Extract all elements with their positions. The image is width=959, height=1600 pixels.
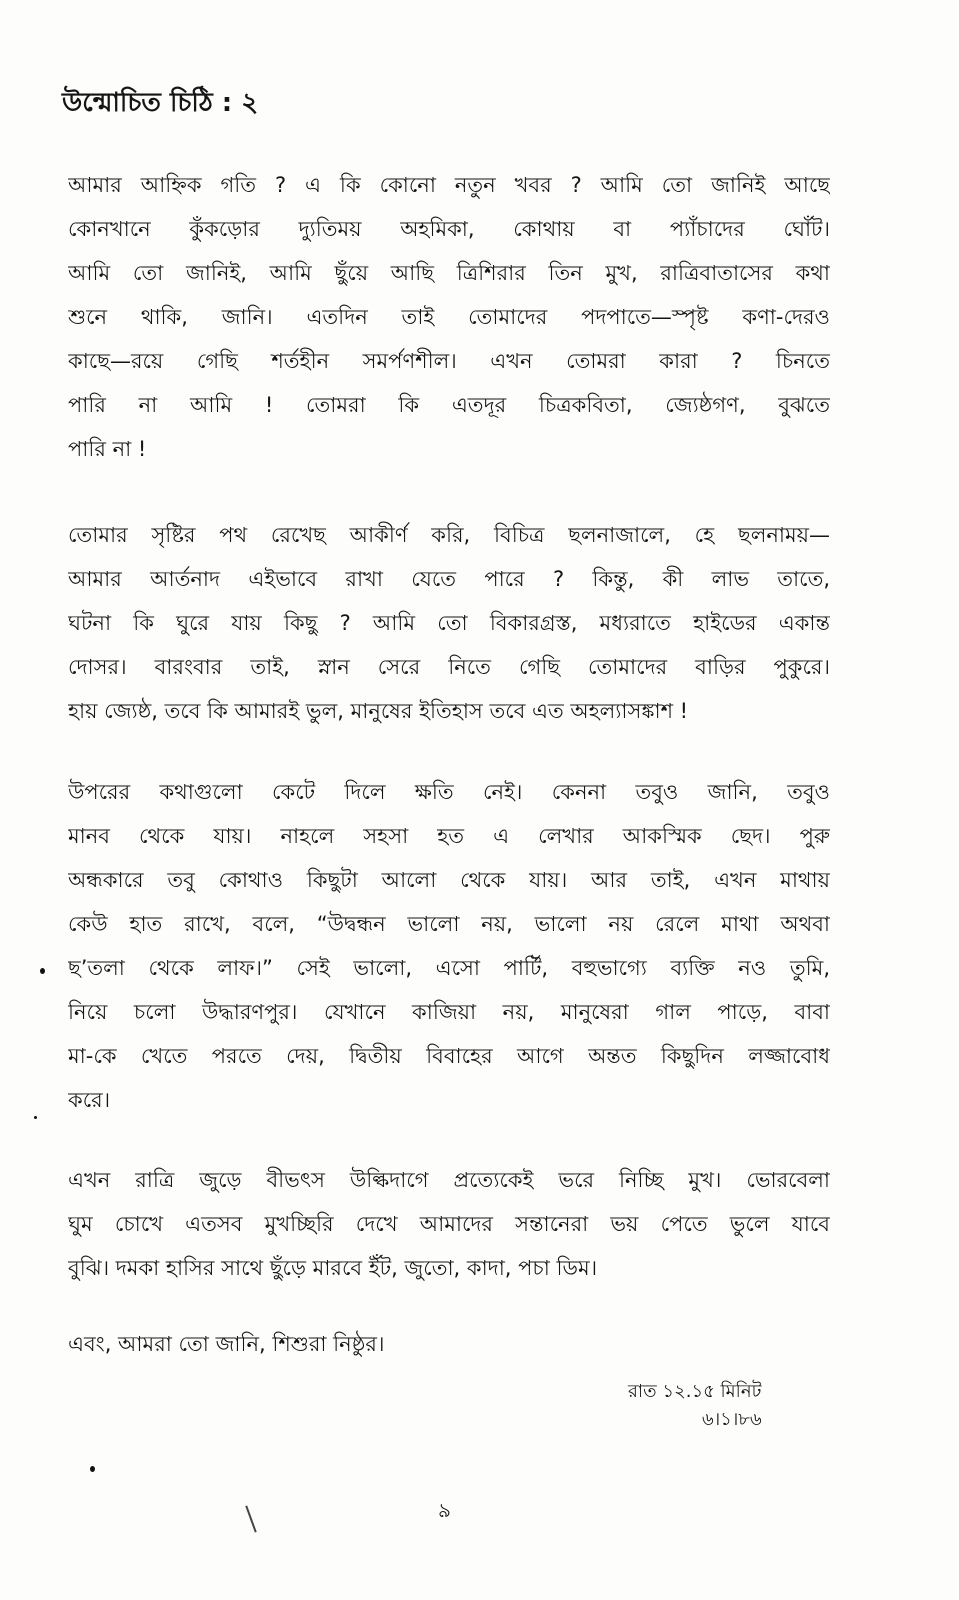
paragraph [68, 770, 830, 1122]
text-line: মানব থেকে যায়। নাহলে সহসা হত এ লেখার আকস্মিক ছেদ। পুরু [68, 824, 830, 848]
scan-speck [34, 1116, 37, 1119]
text-line: নিয়ে চলো উদ্ধারণপুর। যেখানে কাজিয়া নয়, মানুষেরা গাল পাড়ে, বাবা [68, 1000, 830, 1024]
text-line: ঘটনা কি ঘুরে যায় কিছু ? আমি তো বিকারগ্রস্ত, মধ্যরাতে হাইডের একান্ত [68, 611, 830, 635]
paragraph [68, 1322, 830, 1366]
scan-speck [40, 968, 45, 974]
text-line: আমার আহ্নিক গতি ? এ কি কোনো নতুন খবর ? আমি তো জানিই আছে [68, 173, 830, 197]
page-number: ৯ [438, 1498, 451, 1522]
text-line: এখন রাত্রি জুড়ে বীভৎস উল্কিদাগে প্রত্যেকেই ভরে নিচ্ছি মুখ। ভোরবেলা [68, 1168, 830, 1192]
text-line: মা-কে খেতে পরতে দেয়, দ্বিতীয় বিবাহের আগে অন্তত কিছুদিন লজ্জাবোধ [68, 1044, 830, 1068]
text-line: কেউ হাত রাখে, বলে, “উদ্বন্ধন ভালো নয়, ভালো নয় রেলে মাথা অথবা [68, 912, 830, 936]
text-line: হায় জ্যেষ্ঠ, তবে কি আমারই ভুল, মানুষের ইতিহাস তবে এত অহল্যাসঙ্কাশ ! [68, 699, 689, 723]
paragraph [68, 513, 830, 733]
text-line: তোমার সৃষ্টির পথ রেখেছ আকীর্ণ করি, বিচিত্র ছলনাজালে, হে ছলনাময়— [68, 523, 830, 547]
text-line: দোসর। বারংবার তাই, স্নান সেরে নিতে গেছি তোমাদের বাড়ির পুকুরে। [68, 655, 830, 679]
signature-date: ৬।১।৮৬ [702, 1409, 762, 1430]
text-line: কোনখানে কুঁকড়োর দ্যুতিময় অহমিকা, কোথায় বা প্যাঁচাদের ঘোঁট। [68, 217, 830, 241]
signature-block [628, 1378, 762, 1434]
text-line: পারি না আমি ! তোমরা কি এতদূর চিত্রকবিতা, জ্যেষ্ঠগণ, বুঝতে [68, 393, 830, 417]
text-line: এবং, আমরা তো জানি, শিশুরা নিষ্ঠুর। [68, 1332, 385, 1356]
text-line: শুনে থাকি, জানি। এতদিন তাই তোমাদের পদপাতে—স্পৃষ্ট কণা-দেরও [68, 305, 830, 329]
text-line: পারি না ! [68, 437, 147, 461]
text-line: কাছে—রয়ে গেছি শর্তহীন সমর্পণশীল। এখন তোমরা কারা ? চিনতে [68, 349, 830, 373]
text-line: বুঝি। দমকা হাসির সাথে ছুঁড়ে মারবে ইঁট, জুতো, কাদা, পচা ডিম। [68, 1256, 598, 1280]
page-title: উন্মোচিত চিঠি : ২ [62, 88, 259, 118]
text-line: আমার আর্তনাদ এইভাবে রাখা যেতে পারে ? কিন্তু, কী লাভ তাতে, [68, 567, 830, 591]
scan-mark [245, 1506, 256, 1533]
text-line: করে। [68, 1088, 111, 1112]
text-line: আমি তো জানিই, আমি ছুঁয়ে আছি ত্রিশিরার তিন মুখ, রাত্রিবাতাসের কথা [68, 261, 830, 285]
paragraph [68, 1158, 830, 1290]
signature-time: রাত ১২.১৫ মিনিট [628, 1381, 762, 1402]
paragraph [68, 163, 830, 471]
text-line: ঘুম চোখে এতসব মুখচ্ছিরি দেখে আমাদের সন্তানেরা ভয় পেতে ভুলে যাবে [68, 1212, 830, 1236]
scan-speck [90, 1466, 95, 1472]
text-line: অন্ধকারে তবু কোথাও কিছুটা আলো থেকে যায়। আর তাই, এখন মাথায় [68, 868, 830, 892]
text-line: উপরের কথাগুলো কেটে দিলে ক্ষতি নেই। কেননা তবুও জানি, তবুও [68, 780, 830, 804]
text-line: ছ’তলা থেকে লাফ।” সেই ভালো, এসো পার্টি, বহুভাগ্যে ব্যক্তি নও তুমি, [68, 956, 830, 980]
